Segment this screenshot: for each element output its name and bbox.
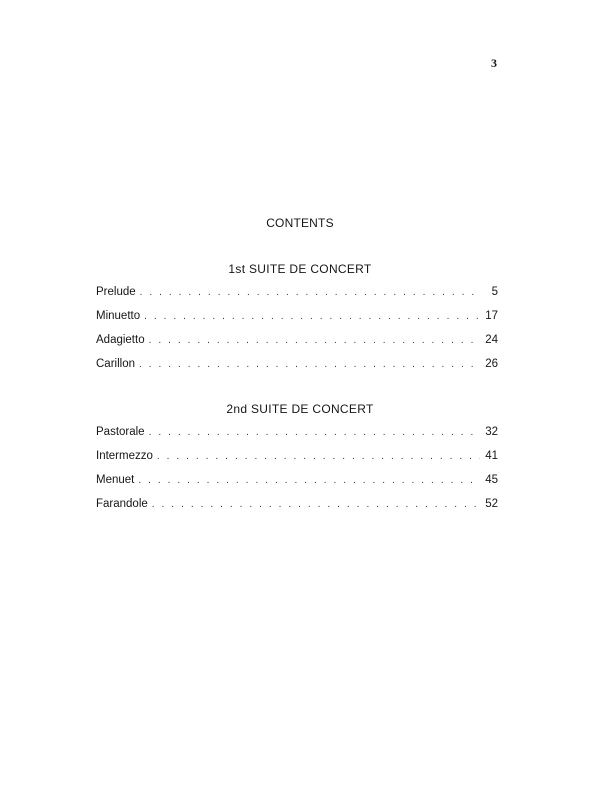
toc-entry-pastorale[interactable] — [96, 426, 498, 450]
dot-leader — [152, 499, 480, 510]
toc-entry-title: Carillon — [96, 358, 135, 370]
page-number: 3 — [491, 56, 497, 70]
toc-entry-page: 45 — [485, 474, 498, 486]
toc-entry-page: 32 — [485, 426, 498, 438]
toc-entry-intermezzo[interactable] — [96, 450, 498, 474]
dot-leader — [144, 311, 480, 322]
suite-heading-1: 1st SUITE DE CONCERT — [228, 262, 372, 276]
toc-entry-title: Minuetto — [96, 310, 141, 322]
toc-entry-title: Menuet — [96, 474, 135, 486]
toc-entry-page: 26 — [485, 358, 498, 370]
toc-entry-page: 41 — [485, 450, 498, 462]
toc-entry-carillon[interactable] — [96, 358, 498, 382]
toc-entry-farandole[interactable] — [96, 498, 498, 522]
toc-entry-title: Intermezzo — [96, 450, 153, 462]
toc-entry-page: 5 — [491, 286, 498, 298]
toc-entry-title: Pastorale — [96, 426, 145, 438]
toc-entry-title: Adagietto — [96, 334, 145, 346]
toc-entry-title: Prelude — [96, 286, 136, 298]
dot-leader — [149, 427, 480, 438]
toc-entry-adagietto[interactable] — [96, 334, 498, 358]
toc-entry-prelude[interactable] — [96, 286, 498, 310]
dot-leader — [138, 475, 480, 486]
dot-leader — [157, 451, 480, 462]
toc-entry-title: Farandole — [96, 498, 148, 510]
toc-entry-minuetto[interactable] — [96, 310, 498, 334]
suite-heading-2: 2nd SUITE DE CONCERT — [226, 402, 374, 416]
toc-entry-page: 52 — [485, 498, 498, 510]
dot-leader — [149, 335, 480, 346]
toc-entry-page: 24 — [485, 334, 498, 346]
dot-leader — [139, 359, 480, 370]
dot-leader — [140, 287, 480, 298]
toc-list-suite-1 — [96, 286, 498, 382]
toc-entry-menuet[interactable] — [96, 474, 498, 498]
toc-entry-page: 17 — [485, 310, 498, 322]
contents-heading: CONTENTS — [266, 216, 334, 230]
toc-list-suite-2 — [96, 426, 498, 522]
